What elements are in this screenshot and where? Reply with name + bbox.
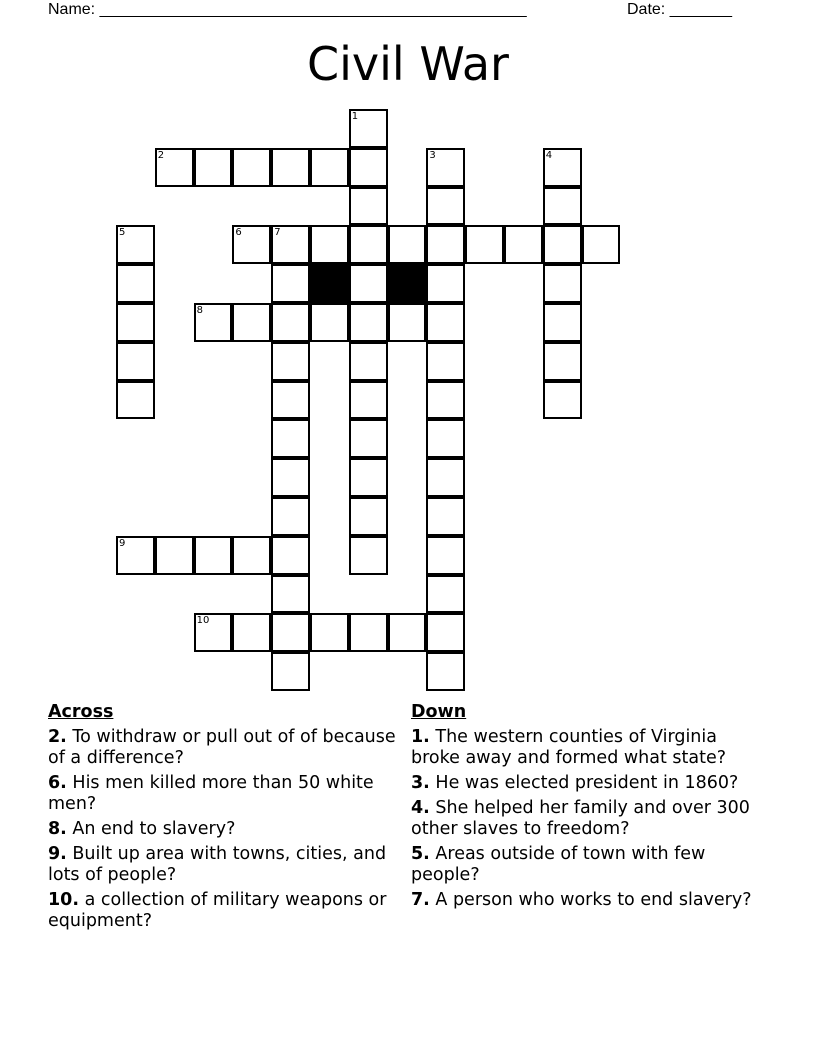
grid-cell[interactable] bbox=[543, 264, 582, 303]
clue-num: 8. bbox=[48, 819, 67, 839]
name-field-label: Name: ________________________________________________ bbox=[48, 1, 527, 18]
clue-text: An end to slavery? bbox=[72, 819, 236, 839]
grid-cell[interactable] bbox=[426, 148, 465, 187]
grid-cell[interactable] bbox=[543, 381, 582, 420]
grid-cell[interactable] bbox=[232, 536, 271, 575]
clue-number: 5 bbox=[119, 227, 126, 239]
grid-cell[interactable] bbox=[155, 536, 194, 575]
grid-cell[interactable] bbox=[426, 575, 465, 614]
grid-cell[interactable] bbox=[349, 536, 388, 575]
clue-number: 9 bbox=[119, 537, 126, 549]
grid-cell[interactable] bbox=[116, 342, 155, 381]
clue-text: a collection of military weapons or equipment? bbox=[48, 890, 387, 931]
grid-cell[interactable] bbox=[232, 148, 271, 187]
grid-cell[interactable] bbox=[349, 381, 388, 420]
down-clue bbox=[411, 727, 771, 769]
grid-cell[interactable] bbox=[543, 225, 582, 264]
grid-cell[interactable] bbox=[194, 536, 233, 575]
clue-num: 3. bbox=[411, 773, 430, 793]
grid-cell[interactable] bbox=[349, 419, 388, 458]
grid-cell[interactable] bbox=[426, 225, 465, 264]
clue-text: Areas outside of town with few people? bbox=[411, 844, 706, 885]
grid-cell[interactable] bbox=[310, 225, 349, 264]
grid-cell[interactable] bbox=[543, 303, 582, 342]
grid-cell[interactable] bbox=[271, 381, 310, 420]
clue-text: A person who works to end slavery? bbox=[435, 890, 752, 910]
grid-cell[interactable] bbox=[349, 109, 388, 148]
grid-cell[interactable] bbox=[232, 225, 271, 264]
clue-number: 7 bbox=[274, 227, 281, 239]
grid-cell[interactable] bbox=[349, 148, 388, 187]
grid-cell[interactable] bbox=[271, 458, 310, 497]
across-clue bbox=[48, 773, 398, 815]
down-clue bbox=[411, 798, 771, 840]
clue-num: 9. bbox=[48, 844, 67, 864]
clue-text: She helped her family and over 300 other slaves to freedom? bbox=[411, 798, 750, 839]
across-heading: Across bbox=[48, 702, 114, 722]
grid-cell[interactable] bbox=[543, 148, 582, 187]
down-clue bbox=[411, 844, 771, 886]
grid-cell[interactable] bbox=[271, 613, 310, 652]
across-clue bbox=[48, 844, 398, 886]
grid-cell[interactable] bbox=[349, 264, 388, 303]
grid-cell[interactable] bbox=[426, 458, 465, 497]
grid-cell[interactable] bbox=[426, 303, 465, 342]
clue-num: 2. bbox=[48, 727, 67, 747]
clue-text: Built up area with towns, cities, and lots of people? bbox=[48, 844, 387, 885]
down-heading: Down bbox=[411, 702, 467, 722]
black-cell bbox=[310, 264, 349, 303]
clue-number: 2 bbox=[157, 149, 165, 161]
grid-cell[interactable] bbox=[271, 148, 310, 187]
clue-number: 6 bbox=[235, 227, 242, 239]
grid-cell[interactable] bbox=[426, 342, 465, 381]
clue-num: 6. bbox=[48, 773, 67, 793]
grid-cell[interactable] bbox=[271, 419, 310, 458]
grid-cell[interactable] bbox=[271, 342, 310, 381]
down-clue bbox=[411, 890, 771, 911]
grid-cell[interactable] bbox=[310, 613, 349, 652]
across-clue bbox=[48, 727, 398, 769]
grid-cell[interactable] bbox=[116, 536, 155, 575]
grid-cell[interactable] bbox=[426, 381, 465, 420]
grid-cell[interactable] bbox=[194, 148, 233, 187]
grid-cell[interactable] bbox=[310, 148, 349, 187]
grid-cell[interactable] bbox=[155, 148, 194, 187]
grid-cell[interactable] bbox=[426, 652, 465, 691]
clue-num: 5. bbox=[411, 844, 430, 864]
clue-number: 10 bbox=[196, 615, 210, 627]
clue-num: 4. bbox=[411, 798, 430, 818]
grid-cell[interactable] bbox=[271, 652, 310, 691]
grid-cell[interactable] bbox=[232, 613, 271, 652]
clue-num: 1. bbox=[411, 727, 430, 747]
grid-cell[interactable] bbox=[349, 458, 388, 497]
grid-cell[interactable] bbox=[504, 225, 543, 264]
grid-cell[interactable] bbox=[232, 303, 271, 342]
across-clues bbox=[48, 702, 398, 936]
grid-cell[interactable] bbox=[426, 419, 465, 458]
grid-cell[interactable] bbox=[426, 536, 465, 575]
grid-cell[interactable] bbox=[388, 225, 427, 264]
grid-cell[interactable] bbox=[349, 225, 388, 264]
puzzle-title: Civil War bbox=[307, 37, 509, 91]
grid-cell[interactable] bbox=[310, 303, 349, 342]
grid-cell[interactable] bbox=[388, 613, 427, 652]
grid-cell[interactable] bbox=[349, 303, 388, 342]
clue-text: He was elected president in 1860? bbox=[435, 773, 739, 793]
black-cell bbox=[388, 264, 427, 303]
grid-cell[interactable] bbox=[349, 187, 388, 226]
across-clue bbox=[48, 890, 398, 932]
grid-cell[interactable] bbox=[116, 264, 155, 303]
grid-cell[interactable] bbox=[271, 264, 310, 303]
grid-cell[interactable] bbox=[426, 264, 465, 303]
clue-num: 10. bbox=[48, 890, 80, 910]
grid-cell[interactable] bbox=[116, 225, 155, 264]
grid-cell[interactable] bbox=[426, 497, 465, 536]
clue-number: 4 bbox=[545, 149, 553, 161]
grid-cell[interactable] bbox=[271, 497, 310, 536]
grid-cell[interactable] bbox=[271, 303, 310, 342]
clue-text: To withdraw or pull out of of because of a difference? bbox=[48, 727, 396, 768]
grid-cell[interactable] bbox=[116, 381, 155, 420]
across-clue bbox=[48, 819, 398, 840]
grid-cell[interactable] bbox=[465, 225, 504, 264]
clue-number: 1 bbox=[351, 111, 359, 122]
down-clues bbox=[411, 702, 771, 915]
grid-cell[interactable] bbox=[271, 575, 310, 614]
grid-cell[interactable] bbox=[116, 303, 155, 342]
clue-text: His men killed more than 50 white men? bbox=[48, 773, 374, 814]
grid-cell[interactable] bbox=[582, 225, 621, 264]
grid-cell[interactable] bbox=[271, 536, 310, 575]
grid-cell[interactable] bbox=[349, 342, 388, 381]
clue-number: 8 bbox=[196, 305, 203, 316]
grid-cell[interactable] bbox=[426, 613, 465, 652]
grid-cell[interactable] bbox=[194, 303, 233, 342]
grid-cell[interactable] bbox=[271, 225, 310, 264]
grid-cell[interactable] bbox=[349, 613, 388, 652]
grid-cell[interactable] bbox=[543, 342, 582, 381]
clue-number: 3 bbox=[429, 149, 436, 161]
grid-cell[interactable] bbox=[543, 187, 582, 226]
down-clue bbox=[411, 773, 771, 794]
clue-num: 7. bbox=[411, 890, 430, 910]
grid-cell[interactable] bbox=[194, 613, 233, 652]
grid-cell[interactable] bbox=[388, 303, 427, 342]
grid-cell[interactable] bbox=[349, 497, 388, 536]
date-field-label: Date: _______ bbox=[627, 1, 732, 18]
clue-text: The western counties of Virginia broke away and formed what state? bbox=[411, 727, 727, 768]
grid-cell[interactable] bbox=[426, 187, 465, 226]
